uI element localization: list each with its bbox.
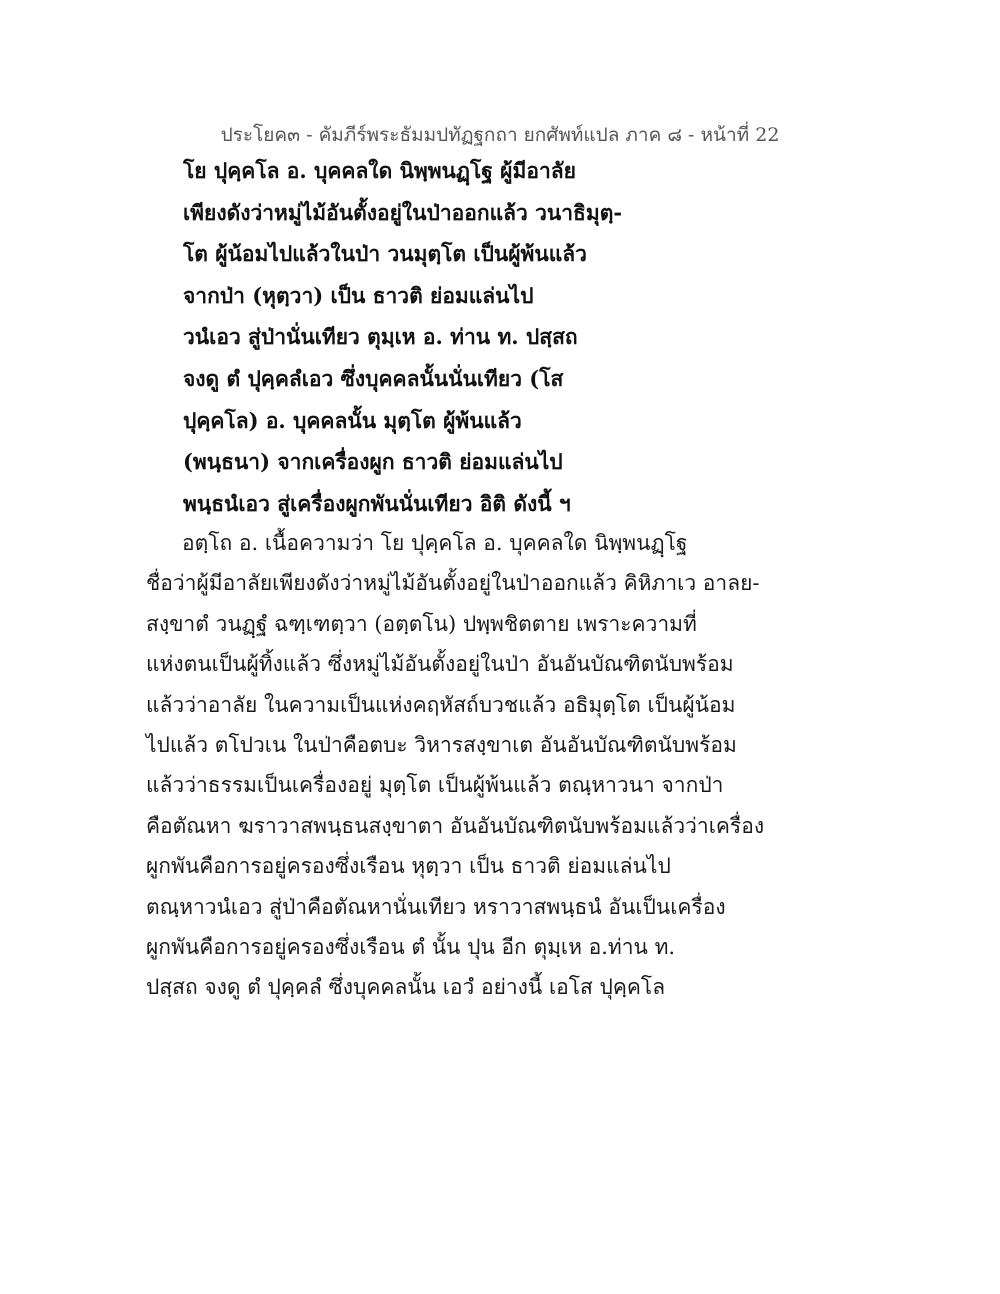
- verse-line: จงดู ตํ ปุคฺคลํเอว ซึ่งบุคคลนั้นนั่นเทียว (โส: [183, 365, 564, 391]
- commentary-line: ตณฺหาวนํเอว สู่ป่าคือตัณหานั่นเทียว หราวาสพนฺธนํ อันเป็นเครื่อง: [146, 894, 726, 919]
- running-header: [0, 120, 1000, 150]
- commentary-block: [146, 523, 766, 1008]
- verse-line: ปุคฺคโล) อ. บุคคลนั้น มุตฺโต ผู้พ้นแล้ว: [183, 407, 522, 433]
- verse-line: โย ปุคฺคโล อ. บุคคลใด นิพฺพนฏฺโฐ ผู้มีอาลัย: [183, 158, 576, 183]
- commentary-line: ผูกพันคือการอยู่ครองซึ่งเรือน หุตฺวา เป็น ธาวติ ย่อมแล่นไป: [146, 854, 671, 879]
- commentary-line: ชื่อว่าผู้มีอาลัยเพียงดังว่าหมู่ไม้อันตั้งอยู่ในป่าออกแล้ว คิหิภาเว อาลย-: [146, 571, 760, 596]
- commentary-line: อตฺโถ อ. เนื้อความว่า โย ปุคฺคโล อ. บุคคลใด นิพฺพนฏฺโฐ: [182, 531, 688, 555]
- verse-line: วนํเอว สู่ป่านั่นเทียว ตุมฺเห อ. ท่าน ท. ปสฺสถ: [183, 324, 578, 350]
- verse-line: จากป่า (หุตฺวา) เป็น ธาวติ ย่อมแล่นไป: [183, 282, 534, 308]
- verse-block: [183, 150, 743, 524]
- verse-line: โต ผู้น้อมไปแล้วในป่า วนมุตฺโต เป็นผู้พ้นแล้ว: [183, 241, 587, 267]
- commentary-line: สงฺขาตํ วนฏฺฐํ ฉฑฺเฑตฺวา (อตฺตโน) ปพฺพชิตตาย เพราะความที่: [146, 611, 697, 636]
- commentary-line: ไปแล้ว ตโปวเน ในป่าคือตบะ วิหารสงฺขาเต อันอันบัณฑิตนับพร้อม: [146, 732, 737, 757]
- commentary-line: แล้วว่าอาลัย ในความเป็นแห่งคฤหัสถ์บวชแล้ว อธิมุตฺโต เป็นผู้น้อม: [146, 692, 736, 717]
- verse-line: พนฺธนํเอว สู่เครื่องผูกพันนั่นเทียว อิติ ดังนี้ ฯ: [183, 490, 571, 516]
- verse-line: (พนฺธนา) จากเครื่องผูก ธาวติ ย่อมแล่นไป: [183, 449, 563, 475]
- running-header-text: ประโยค๓ - คัมภีร์พระธัมมปทัฏฐกถา ยกศัพท์แปล ภาค ๘ - หน้าที่ 22: [220, 124, 780, 146]
- commentary-line: แล้วว่าธรรมเป็นเครื่องอยู่ มุตฺโต เป็นผู้พ้นแล้ว ตณฺหาวนา จากป่า: [146, 773, 724, 798]
- commentary-line: ผูกพันคือการอยู่ครองซึ่งเรือน ตํ นั้น ปุน อีก ตุมฺเห อ.ท่าน ท.: [146, 934, 676, 959]
- commentary-line: คือตัณหา ฆราวาสพนฺธนสงฺขาตา อันอันบัณฑิตนับพร้อมแล้วว่าเครื่อง: [146, 813, 765, 838]
- commentary-line: ปสฺสถ จงดู ตํ ปุคฺคลํ ซึ่งบุคคลนั้น เอวํ อย่างนี้ เอโส ปุคฺคโล: [146, 975, 666, 1000]
- commentary-line: แห่งตนเป็นผู้ทิ้งแล้ว ซึ่งหมู่ไม้อันตั้งอยู่ในป่า อันอันบัณฑิตนับพร้อม: [146, 652, 734, 677]
- verse-line: เพียงดังว่าหมู่ไม้อันตั้งอยู่ในป่าออกแล้ว วนาธิมุตฺ-: [183, 199, 623, 225]
